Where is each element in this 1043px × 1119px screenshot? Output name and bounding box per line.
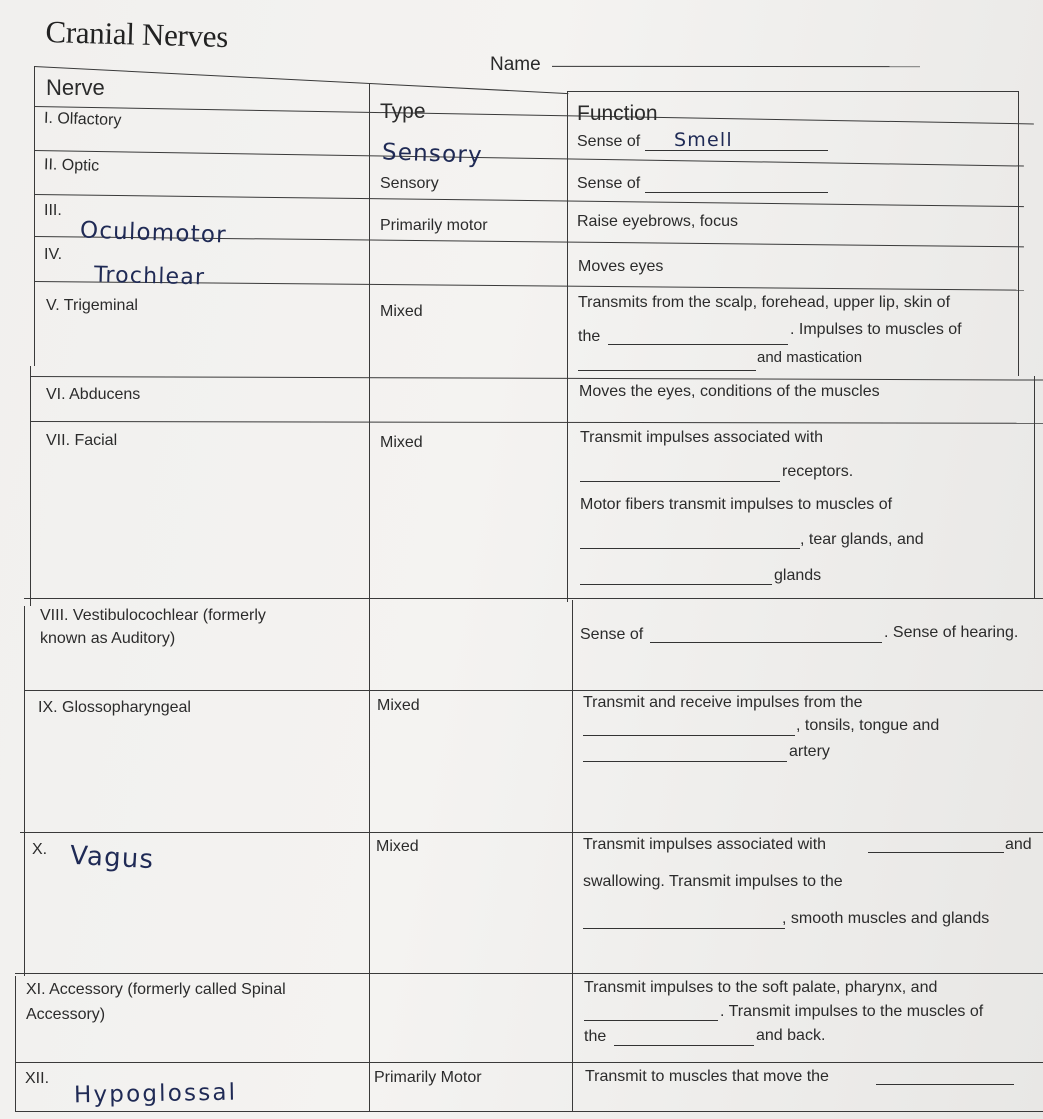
function-text: receptors. [782, 463, 854, 480]
fill-in-blank[interactable] [578, 370, 756, 371]
nerve-type: Sensory [380, 175, 439, 192]
fill-in-blank[interactable] [645, 150, 828, 151]
name-label: Name [490, 54, 541, 75]
handwritten-answer-type: Sensory [381, 139, 484, 169]
fill-in-blank[interactable] [580, 481, 780, 482]
table-border-right [1034, 376, 1035, 598]
fill-in-blank[interactable] [645, 192, 828, 193]
function-text: Motor fibers transmit impulses to muscles of [580, 496, 893, 513]
function-text: glands [774, 567, 822, 584]
handwritten-answer-function: Smell [674, 129, 733, 151]
fill-in-blank[interactable] [608, 344, 788, 345]
header-type: Type [380, 100, 426, 123]
nerve-name: XI. Accessory (formerly called Spinal [26, 981, 286, 998]
function-text: artery [789, 743, 830, 760]
nerve-name: I. Olfactory [43, 109, 122, 130]
nerve-numeral: X. [32, 841, 48, 858]
function-text: Transmits from the scalp, forehead, upper lip, skin of [578, 294, 951, 311]
row-line [15, 1062, 1043, 1063]
nerve-name: Accessory) [26, 1006, 106, 1023]
handwritten-answer-nerve: Trochlear [93, 262, 206, 291]
nerve-name: VII. Facial [46, 432, 118, 449]
nerve-type: Primarily Motor [374, 1069, 482, 1086]
table-border-left [15, 976, 16, 1112]
fill-in-blank[interactable] [614, 1045, 754, 1046]
function-text: Transmit to muscles that move the [585, 1068, 829, 1085]
nerve-name: VI. Abducens [46, 386, 141, 403]
nerve-name: VIII. Vestibulocochlear (formerly [40, 607, 266, 624]
function-text: Transmit impulses associated with [583, 836, 827, 853]
fill-in-blank[interactable] [583, 735, 795, 736]
nerve-numeral: XII. [25, 1070, 50, 1087]
fill-in-blank[interactable] [868, 852, 1004, 853]
function-text: and back. [756, 1027, 826, 1044]
nerve-name: known as Auditory) [40, 630, 176, 647]
function-text: Transmit and receive impulses from the [583, 694, 863, 711]
handwritten-answer-nerve: Oculomotor [79, 217, 228, 249]
function-text: Moves eyes [578, 258, 664, 275]
function-text: Sense of [580, 626, 644, 643]
function-text: Moves the eyes, conditions of the muscles [579, 383, 880, 400]
function-text: Transmit impulses associated with [580, 429, 824, 446]
handwritten-answer-nerve: Vagus [69, 840, 155, 876]
handwritten-answer-nerve: Hypoglossal [73, 1079, 238, 1109]
table-top-border [567, 91, 1019, 92]
fill-in-blank[interactable] [876, 1084, 1014, 1085]
function-text: . Transmit impulses to the muscles of [720, 1003, 984, 1020]
function-text: the [584, 1028, 607, 1045]
function-text: , smooth muscles and glands [782, 910, 990, 927]
row-line [24, 598, 1043, 599]
page-title: Cranial Nerves [45, 14, 229, 55]
nerve-numeral: III. [44, 202, 62, 219]
row-line [30, 376, 1043, 381]
nerve-type: Mixed [380, 434, 423, 451]
header-nerve: Nerve [46, 75, 105, 100]
nerve-type: Primarily motor [380, 217, 488, 234]
function-text: and [1005, 836, 1032, 853]
column-divider-function [572, 600, 573, 1112]
function-text: Raise eyebrows, focus [577, 213, 738, 230]
nerve-type: Mixed [377, 697, 420, 714]
row-line [20, 832, 1043, 833]
row-line [24, 690, 1043, 691]
nerve-numeral: IV. [44, 246, 63, 263]
function-text: Transmit impulses to the soft palate, pharynx, and [584, 979, 938, 996]
nerve-type: Mixed [380, 303, 423, 320]
function-text: . Sense of hearing. [884, 624, 1019, 641]
function-text: , tear glands, and [800, 531, 924, 548]
nerve-type: Mixed [376, 838, 419, 855]
row-line [15, 973, 1043, 974]
fill-in-blank[interactable] [580, 584, 772, 585]
table-top-border [34, 66, 568, 94]
function-text: and mastication [757, 349, 863, 366]
table-border-left [24, 606, 25, 976]
nerve-name: IX. Glossopharyngeal [38, 699, 191, 716]
table-bottom-border [15, 1111, 1043, 1112]
fill-in-blank[interactable] [583, 928, 785, 929]
table-border-left [34, 66, 35, 366]
fill-in-blank[interactable] [583, 761, 787, 762]
function-text: swallowing. Transmit impulses to the [583, 873, 843, 890]
fill-in-blank[interactable] [650, 642, 882, 643]
table-border-right [1018, 92, 1019, 376]
header-function: Function [577, 102, 658, 125]
row-line [34, 150, 1024, 167]
row-line [34, 194, 1024, 207]
row-line [34, 106, 1034, 124]
nerve-name: II. Optic [43, 156, 100, 175]
function-text: the [578, 328, 601, 345]
row-line [30, 421, 1043, 424]
function-text: Sense of [577, 175, 641, 192]
column-divider-function [567, 92, 568, 602]
function-text: . Impulses to muscles of [790, 321, 962, 338]
table-border-left [30, 366, 31, 606]
name-field-line[interactable] [552, 66, 920, 67]
function-text: Sense of [577, 133, 641, 150]
nerve-name: V. Trigeminal [46, 297, 138, 314]
fill-in-blank[interactable] [580, 548, 800, 549]
fill-in-blank[interactable] [584, 1020, 718, 1021]
function-text: , tonsils, tongue and [796, 717, 940, 734]
